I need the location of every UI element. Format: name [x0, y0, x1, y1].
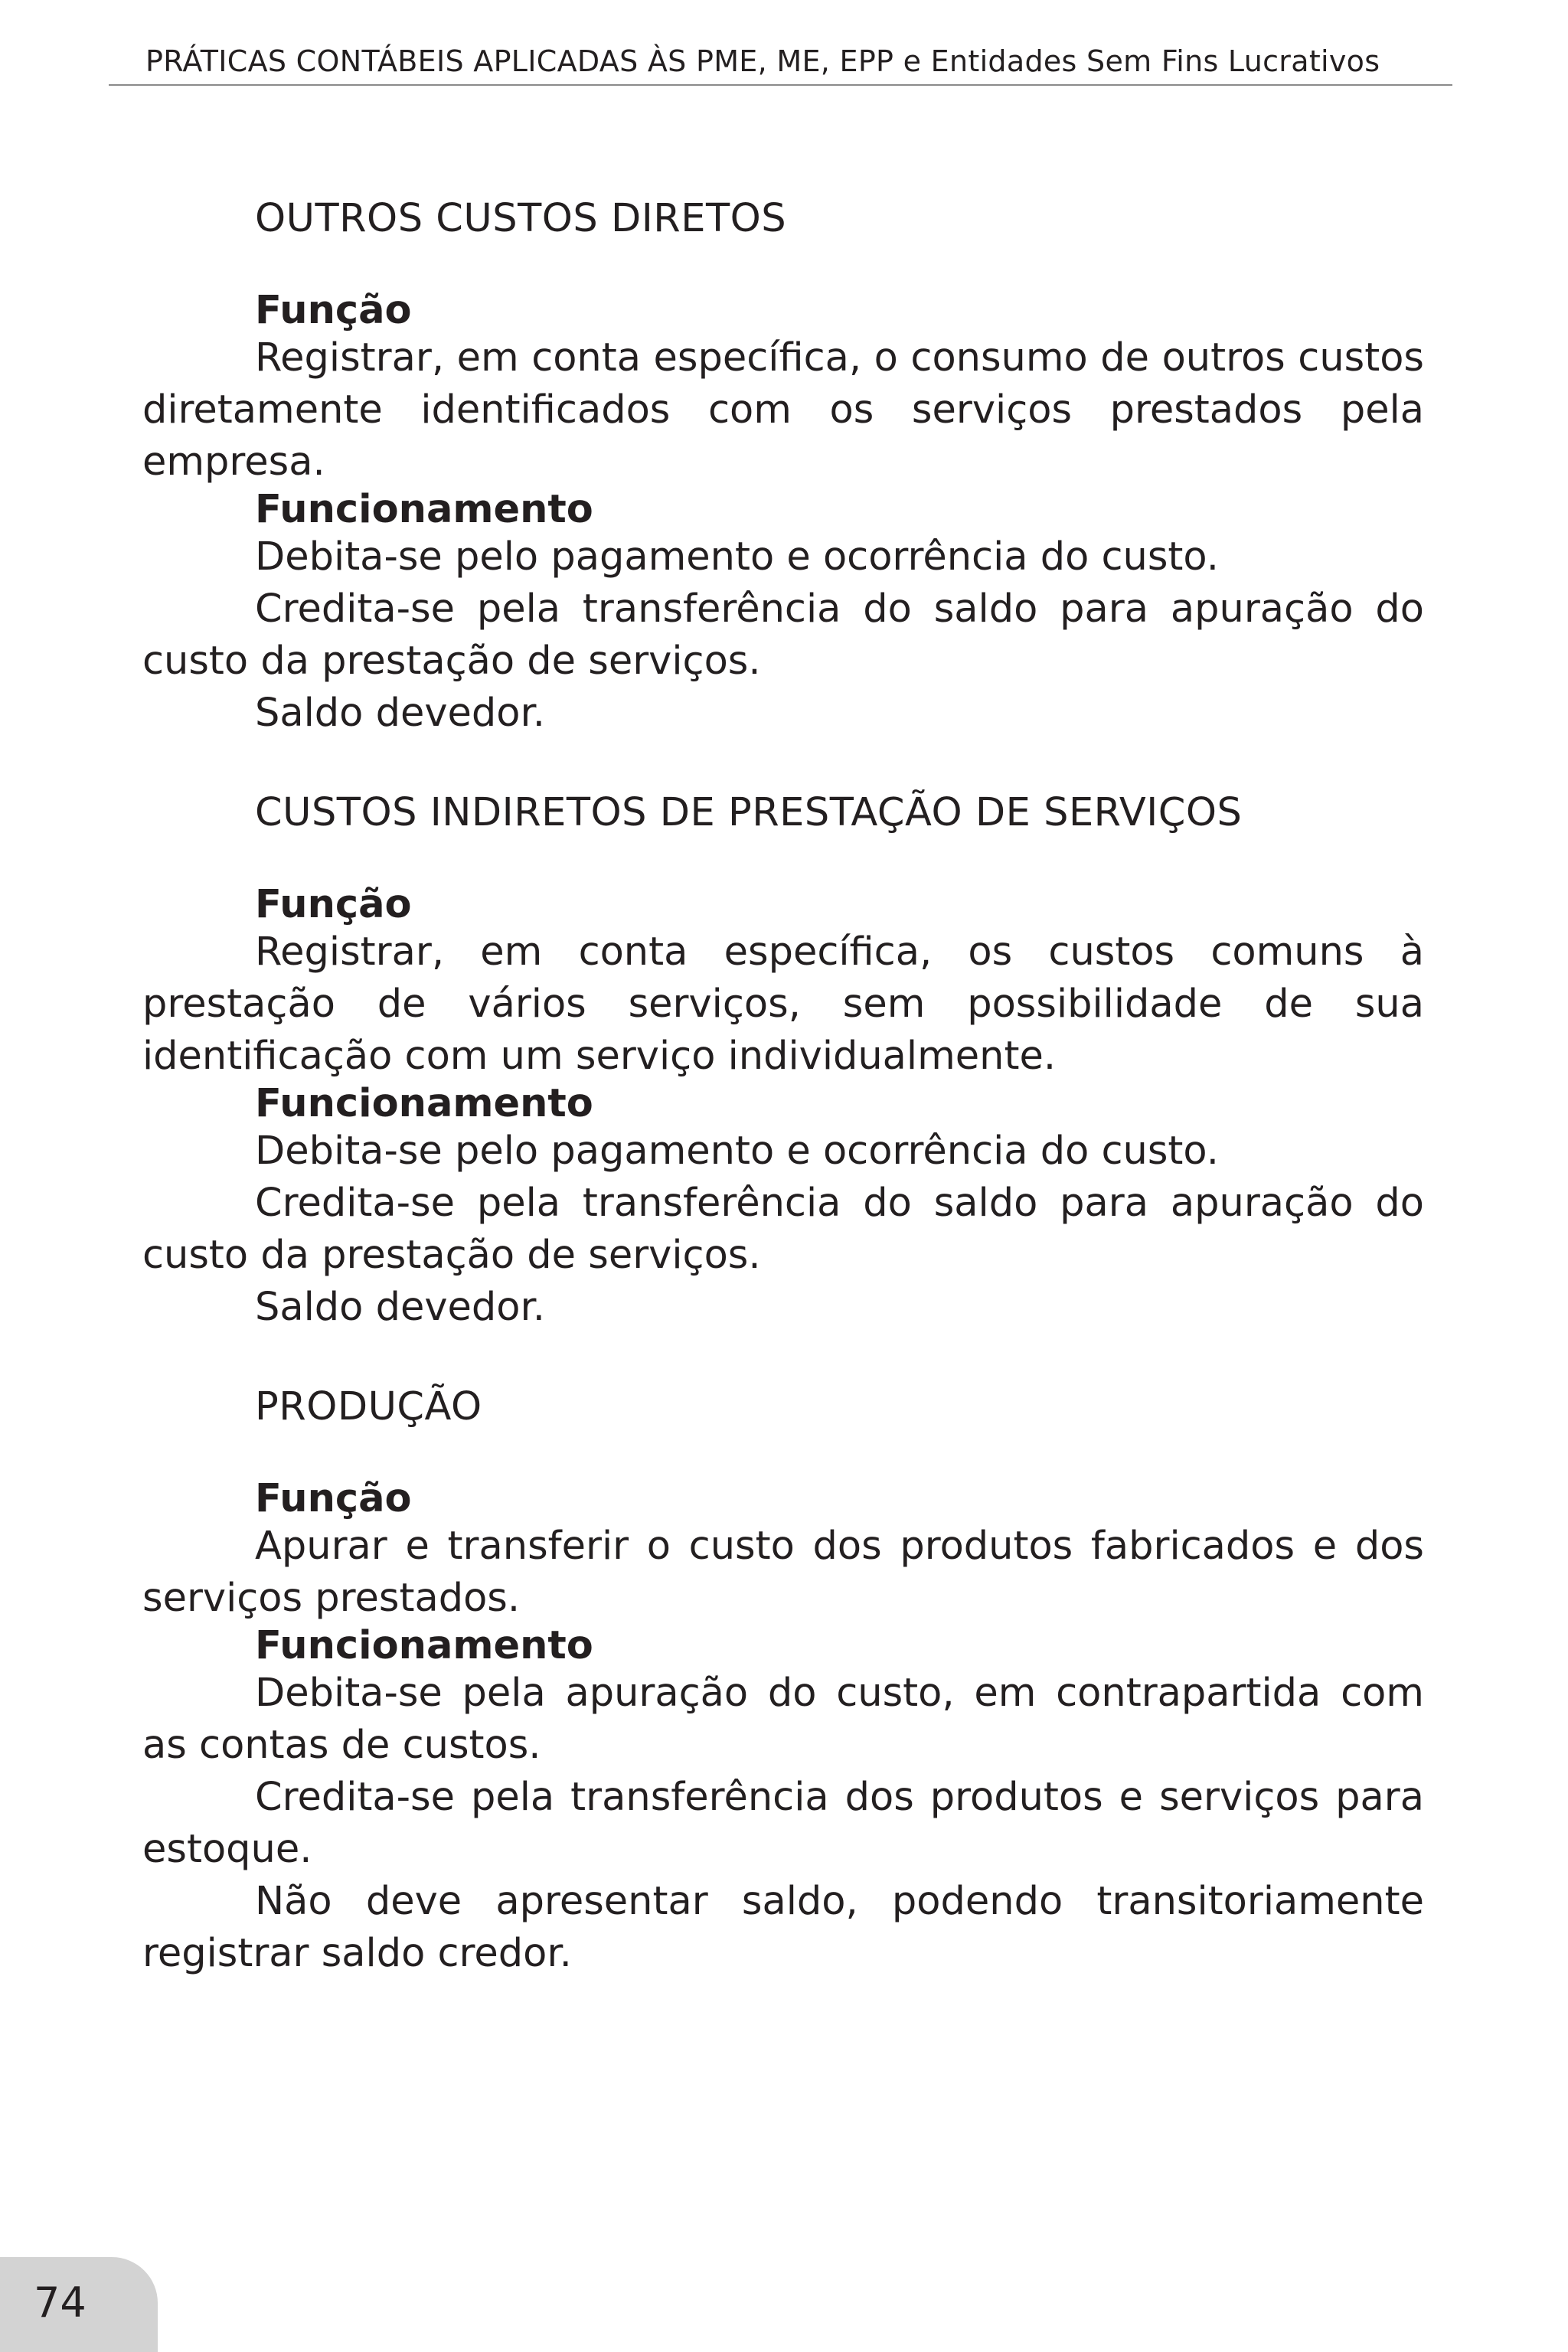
funcionamento-paragraph: Saldo devedor. — [255, 691, 545, 736]
funcionamento-label: Funcionamento — [255, 1081, 593, 1126]
section-producao — [142, 1381, 1424, 1980]
funcao-label: Função — [255, 1476, 412, 1521]
section-custos-indiretos — [142, 787, 1424, 1334]
section-title: CUSTOS INDIRETOS DE PRESTAÇÃO DE SERVIÇOS — [255, 790, 1243, 835]
section-title: PRODUÇÃO — [255, 1384, 482, 1429]
funcionamento-paragraph: Saldo devedor. — [255, 1285, 545, 1330]
funcao-paragraph: Registrar, em conta específica, os custos comuns à prestação de vários serviços, sem possibilidade de sua identificação com um serviço individualmente. — [142, 929, 1424, 1079]
funcao-paragraph: Apurar e transferir o custo dos produtos fabricados e dos serviços prestados. — [142, 1524, 1424, 1621]
funcionamento-paragraph: Credita-se pela transferência dos produtos e serviços para estoque. — [142, 1775, 1424, 1872]
funcionamento-paragraph: Debita-se pelo pagamento e ocorrência do custo. — [255, 1129, 1219, 1174]
funcao-label: Função — [255, 882, 412, 927]
funcao-label: Função — [255, 288, 412, 333]
funcionamento-paragraph: Debita-se pela apuração do custo, em contrapartida com as contas de custos. — [142, 1671, 1424, 1768]
funcionamento-paragraph: Debita-se pelo pagamento e ocorrência do custo. — [255, 534, 1219, 580]
funcionamento-paragraph: Credita-se pela transferência do saldo para apuração do custo da prestação de serviços. — [142, 586, 1424, 684]
page-number: 74 — [34, 2278, 87, 2327]
header-rule — [109, 84, 1452, 86]
funcionamento-label: Funcionamento — [255, 1623, 593, 1668]
funcionamento-label: Funcionamento — [255, 487, 593, 532]
page-body — [142, 193, 1424, 2027]
page-number-tab — [0, 2257, 158, 2352]
funcao-paragraph: Registrar, em conta específica, o consumo de outros custos diretamente identificados com os serviços prestados pela empresa. — [142, 335, 1424, 485]
running-header: PRÁTICAS CONTÁBEIS APLICADAS ÀS PME, ME, EPP e Entidades Sem Fins Lucrativos — [145, 44, 1380, 78]
section-outros-custos-diretos — [142, 193, 1424, 740]
funcionamento-paragraph: Não deve apresentar saldo, podendo transitoriamente registrar saldo credor. — [142, 1879, 1424, 1976]
section-title: OUTROS CUSTOS DIRETOS — [255, 196, 787, 241]
funcionamento-paragraph: Credita-se pela transferência do saldo para apuração do custo da prestação de serviços. — [142, 1181, 1424, 1278]
